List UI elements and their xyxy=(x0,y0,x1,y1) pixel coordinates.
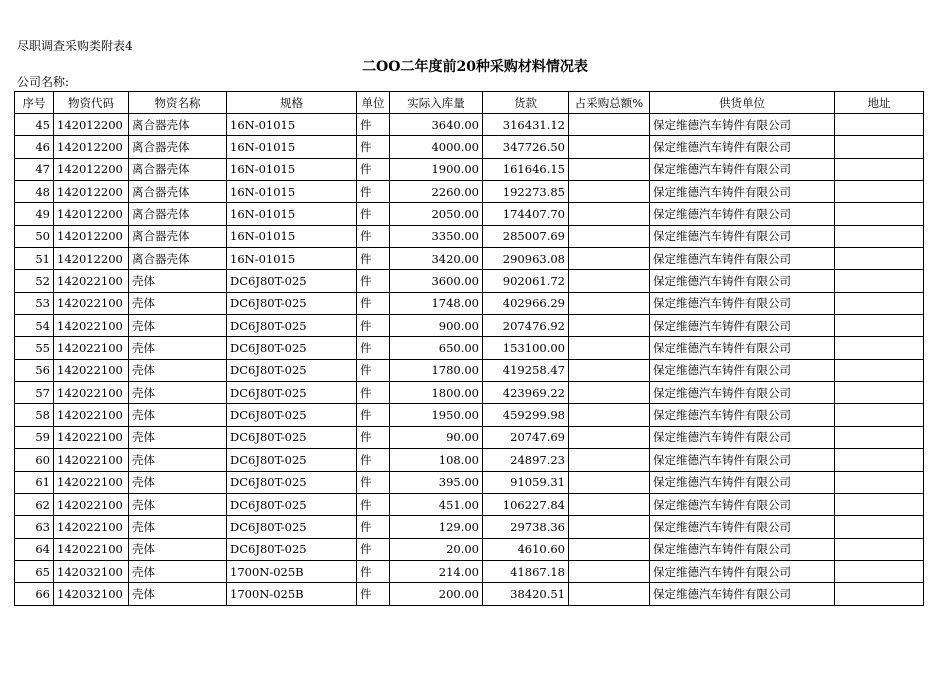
cell-share xyxy=(569,114,650,136)
table-row xyxy=(15,449,924,471)
cell-code: 142022100 xyxy=(54,315,129,337)
cell-unit: 件 xyxy=(357,583,390,605)
cell-spec: 16N-01015 xyxy=(227,225,357,247)
cell-supplier: 保定维德汽车铸件有限公司 xyxy=(650,560,835,582)
cell-name: 壳体 xyxy=(129,315,227,337)
cell-unit: 件 xyxy=(357,449,390,471)
cell-spec: DC6J80T-025 xyxy=(227,337,357,359)
cell-name: 离合器壳体 xyxy=(129,225,227,247)
cell-name: 离合器壳体 xyxy=(129,136,227,158)
cell-address xyxy=(835,516,924,538)
cell-share xyxy=(569,181,650,203)
cell-spec: DC6J80T-025 xyxy=(227,382,357,404)
cell-supplier: 保定维德汽车铸件有限公司 xyxy=(650,337,835,359)
cell-share xyxy=(569,225,650,247)
cell-payment: 402966.29 xyxy=(483,292,569,314)
table-row xyxy=(15,493,924,515)
cell-spec: DC6J80T-025 xyxy=(227,493,357,515)
cell-spec: 1700N-025B xyxy=(227,583,357,605)
table-row xyxy=(15,426,924,448)
table-row xyxy=(15,404,924,426)
cell-share xyxy=(569,583,650,605)
cell-index: 51 xyxy=(15,248,54,270)
cell-code: 142032100 xyxy=(54,560,129,582)
table-body xyxy=(15,114,924,606)
cell-code: 142022100 xyxy=(54,382,129,404)
cell-address xyxy=(835,426,924,448)
table-title: 二OO二年度前20种采购材料情况表 xyxy=(362,59,588,75)
cell-supplier: 保定维德汽车铸件有限公司 xyxy=(650,426,835,448)
col-header-index: 序号 xyxy=(15,92,54,114)
cell-payment: 347726.50 xyxy=(483,136,569,158)
cell-payment: 902061.72 xyxy=(483,270,569,292)
table-row xyxy=(15,382,924,404)
cell-address xyxy=(835,270,924,292)
cell-payment: 285007.69 xyxy=(483,225,569,247)
cell-code: 142022100 xyxy=(54,337,129,359)
cell-quantity: 90.00 xyxy=(390,426,483,448)
cell-name: 壳体 xyxy=(129,516,227,538)
cell-share xyxy=(569,560,650,582)
cell-share xyxy=(569,516,650,538)
cell-address xyxy=(835,449,924,471)
cell-name: 壳体 xyxy=(129,426,227,448)
cell-payment: 192273.85 xyxy=(483,181,569,203)
cell-code: 142022100 xyxy=(54,292,129,314)
col-header-address: 地址 xyxy=(835,92,924,114)
cell-payment: 153100.00 xyxy=(483,337,569,359)
cell-payment: 316431.12 xyxy=(483,114,569,136)
cell-unit: 件 xyxy=(357,337,390,359)
cell-quantity: 1748.00 xyxy=(390,292,483,314)
cell-name: 壳体 xyxy=(129,337,227,359)
cell-unit: 件 xyxy=(357,560,390,582)
cell-payment: 290963.08 xyxy=(483,248,569,270)
cell-unit: 件 xyxy=(357,315,390,337)
cell-name: 离合器壳体 xyxy=(129,181,227,203)
cell-payment: 459299.98 xyxy=(483,404,569,426)
cell-unit: 件 xyxy=(357,538,390,560)
cell-index: 49 xyxy=(15,203,54,225)
cell-unit: 件 xyxy=(357,471,390,493)
cell-code: 142022100 xyxy=(54,404,129,426)
cell-quantity: 1780.00 xyxy=(390,359,483,381)
cell-spec: DC6J80T-025 xyxy=(227,426,357,448)
cell-index: 47 xyxy=(15,158,54,180)
cell-address xyxy=(835,382,924,404)
cell-name: 壳体 xyxy=(129,292,227,314)
cell-index: 50 xyxy=(15,225,54,247)
cell-quantity: 3600.00 xyxy=(390,270,483,292)
cell-unit: 件 xyxy=(357,516,390,538)
cell-spec: DC6J80T-025 xyxy=(227,315,357,337)
cell-share xyxy=(569,136,650,158)
cell-payment: 207476.92 xyxy=(483,315,569,337)
cell-payment: 91059.31 xyxy=(483,471,569,493)
cell-quantity: 3640.00 xyxy=(390,114,483,136)
cell-index: 62 xyxy=(15,493,54,515)
cell-spec: DC6J80T-025 xyxy=(227,270,357,292)
cell-spec: 16N-01015 xyxy=(227,248,357,270)
cell-name: 壳体 xyxy=(129,560,227,582)
cell-name: 壳体 xyxy=(129,449,227,471)
cell-payment: 419258.47 xyxy=(483,359,569,381)
table-row xyxy=(15,471,924,493)
cell-unit: 件 xyxy=(357,248,390,270)
procurement-table xyxy=(14,91,924,606)
cell-address xyxy=(835,471,924,493)
cell-spec: 16N-01015 xyxy=(227,158,357,180)
cell-spec: 1700N-025B xyxy=(227,560,357,582)
cell-address xyxy=(835,203,924,225)
cell-index: 57 xyxy=(15,382,54,404)
cell-payment: 29738.36 xyxy=(483,516,569,538)
cell-quantity: 20.00 xyxy=(390,538,483,560)
cell-spec: DC6J80T-025 xyxy=(227,359,357,381)
table-row xyxy=(15,136,924,158)
cell-supplier: 保定维德汽车铸件有限公司 xyxy=(650,225,835,247)
cell-code: 142022100 xyxy=(54,516,129,538)
cell-payment: 174407.70 xyxy=(483,203,569,225)
cell-code: 142022100 xyxy=(54,359,129,381)
cell-index: 45 xyxy=(15,114,54,136)
cell-index: 61 xyxy=(15,471,54,493)
cell-name: 壳体 xyxy=(129,382,227,404)
cell-spec: DC6J80T-025 xyxy=(227,449,357,471)
cell-index: 46 xyxy=(15,136,54,158)
cell-unit: 件 xyxy=(357,225,390,247)
cell-address xyxy=(835,136,924,158)
cell-address xyxy=(835,114,924,136)
cell-index: 63 xyxy=(15,516,54,538)
table-row xyxy=(15,114,924,136)
cell-quantity: 214.00 xyxy=(390,560,483,582)
cell-payment: 423969.22 xyxy=(483,382,569,404)
cell-index: 54 xyxy=(15,315,54,337)
cell-address xyxy=(835,337,924,359)
cell-code: 142012200 xyxy=(54,181,129,203)
cell-index: 48 xyxy=(15,181,54,203)
cell-address xyxy=(835,560,924,582)
cell-share xyxy=(569,203,650,225)
cell-name: 离合器壳体 xyxy=(129,248,227,270)
cell-supplier: 保定维德汽车铸件有限公司 xyxy=(650,516,835,538)
table-row xyxy=(15,583,924,605)
cell-supplier: 保定维德汽车铸件有限公司 xyxy=(650,538,835,560)
cell-spec: DC6J80T-025 xyxy=(227,292,357,314)
cell-address xyxy=(835,315,924,337)
cell-unit: 件 xyxy=(357,426,390,448)
cell-supplier: 保定维德汽车铸件有限公司 xyxy=(650,359,835,381)
cell-index: 56 xyxy=(15,359,54,381)
cell-quantity: 900.00 xyxy=(390,315,483,337)
cell-unit: 件 xyxy=(357,382,390,404)
cell-payment: 24897.23 xyxy=(483,449,569,471)
cell-name: 离合器壳体 xyxy=(129,203,227,225)
cell-supplier: 保定维德汽车铸件有限公司 xyxy=(650,292,835,314)
cell-share xyxy=(569,538,650,560)
col-header-supplier: 供货单位 xyxy=(650,92,835,114)
table-row xyxy=(15,248,924,270)
cell-spec: 16N-01015 xyxy=(227,136,357,158)
cell-index: 65 xyxy=(15,560,54,582)
table-row xyxy=(15,270,924,292)
cell-unit: 件 xyxy=(357,359,390,381)
cell-code: 142022100 xyxy=(54,471,129,493)
col-header-name: 物资名称 xyxy=(129,92,227,114)
cell-name: 壳体 xyxy=(129,404,227,426)
table-row xyxy=(15,181,924,203)
cell-quantity: 108.00 xyxy=(390,449,483,471)
cell-quantity: 650.00 xyxy=(390,337,483,359)
cell-code: 142012200 xyxy=(54,136,129,158)
cell-supplier: 保定维德汽车铸件有限公司 xyxy=(650,583,835,605)
cell-unit: 件 xyxy=(357,493,390,515)
cell-index: 66 xyxy=(15,583,54,605)
table-row xyxy=(15,292,924,314)
cell-unit: 件 xyxy=(357,114,390,136)
cell-name: 壳体 xyxy=(129,538,227,560)
cell-unit: 件 xyxy=(357,270,390,292)
cell-code: 142012200 xyxy=(54,203,129,225)
table-row xyxy=(15,337,924,359)
cell-quantity: 3420.00 xyxy=(390,248,483,270)
cell-share xyxy=(569,292,650,314)
table-row xyxy=(15,359,924,381)
cell-address xyxy=(835,359,924,381)
cell-supplier: 保定维德汽车铸件有限公司 xyxy=(650,136,835,158)
table-row xyxy=(15,516,924,538)
cell-supplier: 保定维德汽车铸件有限公司 xyxy=(650,382,835,404)
cell-supplier: 保定维德汽车铸件有限公司 xyxy=(650,203,835,225)
cell-quantity: 1950.00 xyxy=(390,404,483,426)
cell-index: 60 xyxy=(15,449,54,471)
table-row xyxy=(15,203,924,225)
cell-payment: 20747.69 xyxy=(483,426,569,448)
col-header-spec: 规格 xyxy=(227,92,357,114)
cell-index: 55 xyxy=(15,337,54,359)
cell-address xyxy=(835,493,924,515)
cell-quantity: 200.00 xyxy=(390,583,483,605)
cell-supplier: 保定维德汽车铸件有限公司 xyxy=(650,404,835,426)
cell-code: 142022100 xyxy=(54,493,129,515)
cell-unit: 件 xyxy=(357,404,390,426)
cell-index: 52 xyxy=(15,270,54,292)
table-row xyxy=(15,315,924,337)
cell-share xyxy=(569,315,650,337)
cell-address xyxy=(835,248,924,270)
cell-name: 壳体 xyxy=(129,583,227,605)
cell-index: 53 xyxy=(15,292,54,314)
cell-supplier: 保定维德汽车铸件有限公司 xyxy=(650,471,835,493)
cell-address xyxy=(835,292,924,314)
cell-quantity: 1900.00 xyxy=(390,158,483,180)
col-header-payment: 货款 xyxy=(483,92,569,114)
cell-supplier: 保定维德汽车铸件有限公司 xyxy=(650,315,835,337)
cell-unit: 件 xyxy=(357,158,390,180)
cell-name: 离合器壳体 xyxy=(129,158,227,180)
cell-code: 142012200 xyxy=(54,114,129,136)
cell-payment: 161646.15 xyxy=(483,158,569,180)
cell-code: 142012200 xyxy=(54,248,129,270)
cell-quantity: 3350.00 xyxy=(390,225,483,247)
cell-quantity: 4000.00 xyxy=(390,136,483,158)
cell-name: 壳体 xyxy=(129,359,227,381)
cell-name: 离合器壳体 xyxy=(129,114,227,136)
cell-payment: 38420.51 xyxy=(483,583,569,605)
cell-share xyxy=(569,493,650,515)
cell-share xyxy=(569,270,650,292)
cell-quantity: 395.00 xyxy=(390,471,483,493)
cell-supplier: 保定维德汽车铸件有限公司 xyxy=(650,493,835,515)
cell-share xyxy=(569,471,650,493)
header-row xyxy=(15,92,924,114)
cell-index: 64 xyxy=(15,538,54,560)
cell-spec: DC6J80T-025 xyxy=(227,516,357,538)
cell-supplier: 保定维德汽车铸件有限公司 xyxy=(650,248,835,270)
cell-code: 142012200 xyxy=(54,225,129,247)
cell-supplier: 保定维德汽车铸件有限公司 xyxy=(650,270,835,292)
cell-unit: 件 xyxy=(357,136,390,158)
cell-name: 壳体 xyxy=(129,493,227,515)
cell-address xyxy=(835,158,924,180)
table-row xyxy=(15,158,924,180)
cell-payment: 41867.18 xyxy=(483,560,569,582)
col-header-quantity: 实际入库量 xyxy=(390,92,483,114)
document-label: 尽职调查采购类附表4 xyxy=(17,39,133,53)
cell-code: 142022100 xyxy=(54,426,129,448)
cell-share xyxy=(569,248,650,270)
cell-share xyxy=(569,359,650,381)
table-row xyxy=(15,225,924,247)
cell-share xyxy=(569,404,650,426)
cell-unit: 件 xyxy=(357,292,390,314)
cell-payment: 4610.60 xyxy=(483,538,569,560)
cell-index: 58 xyxy=(15,404,54,426)
cell-spec: DC6J80T-025 xyxy=(227,471,357,493)
cell-unit: 件 xyxy=(357,203,390,225)
col-header-unit: 单位 xyxy=(357,92,390,114)
cell-spec: 16N-01015 xyxy=(227,203,357,225)
cell-spec: DC6J80T-025 xyxy=(227,538,357,560)
cell-address xyxy=(835,404,924,426)
cell-share xyxy=(569,337,650,359)
cell-spec: 16N-01015 xyxy=(227,181,357,203)
cell-index: 59 xyxy=(15,426,54,448)
cell-unit: 件 xyxy=(357,181,390,203)
cell-spec: 16N-01015 xyxy=(227,114,357,136)
col-header-share: 占采购总额% xyxy=(569,92,650,114)
cell-name: 壳体 xyxy=(129,471,227,493)
cell-address xyxy=(835,181,924,203)
cell-supplier: 保定维德汽车铸件有限公司 xyxy=(650,114,835,136)
cell-address xyxy=(835,583,924,605)
cell-code: 142032100 xyxy=(54,583,129,605)
cell-name: 壳体 xyxy=(129,270,227,292)
cell-address xyxy=(835,538,924,560)
cell-supplier: 保定维德汽车铸件有限公司 xyxy=(650,449,835,471)
cell-code: 142022100 xyxy=(54,449,129,471)
cell-share xyxy=(569,158,650,180)
cell-share xyxy=(569,382,650,404)
cell-quantity: 129.00 xyxy=(390,516,483,538)
cell-address xyxy=(835,225,924,247)
col-header-code: 物资代码 xyxy=(54,92,129,114)
cell-payment: 106227.84 xyxy=(483,493,569,515)
cell-share xyxy=(569,426,650,448)
cell-code: 142012200 xyxy=(54,158,129,180)
company-name-label: 公司名称: xyxy=(17,75,70,89)
cell-supplier: 保定维德汽车铸件有限公司 xyxy=(650,158,835,180)
cell-code: 142022100 xyxy=(54,538,129,560)
cell-quantity: 2050.00 xyxy=(390,203,483,225)
cell-spec: DC6J80T-025 xyxy=(227,404,357,426)
cell-share xyxy=(569,449,650,471)
cell-code: 142022100 xyxy=(54,270,129,292)
cell-quantity: 1800.00 xyxy=(390,382,483,404)
cell-quantity: 451.00 xyxy=(390,493,483,515)
table-row xyxy=(15,538,924,560)
table-row xyxy=(15,560,924,582)
cell-supplier: 保定维德汽车铸件有限公司 xyxy=(650,181,835,203)
cell-quantity: 2260.00 xyxy=(390,181,483,203)
